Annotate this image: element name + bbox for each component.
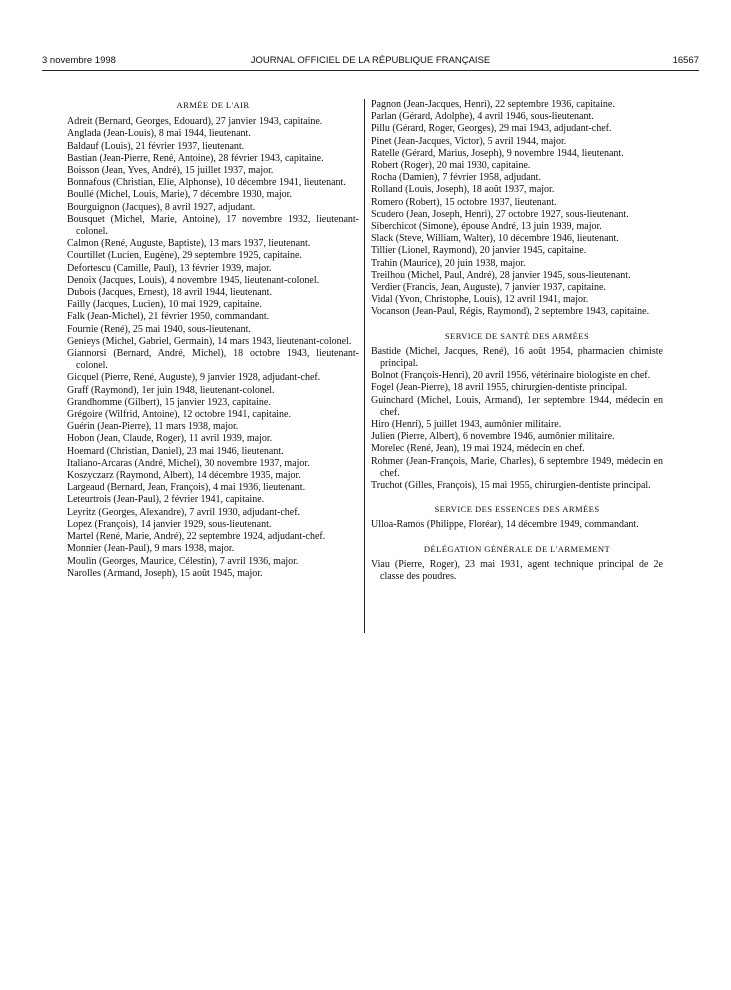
- list-item: Trahin (Maurice), 20 juin 1938, major.: [371, 257, 526, 269]
- list-item: Lopez (François), 14 janvier 1929, sous-lieutenant.: [67, 518, 272, 530]
- list-item: Narolles (Armand, Joseph), 15 août 1945, major.: [67, 567, 263, 579]
- list-item: Pinet (Jean-Jacques, Victor), 5 avril 1944, major.: [371, 135, 567, 147]
- list-item: Hobon (Jean, Claude, Roger), 11 avril 1939, major.: [67, 433, 273, 445]
- list-item: Pagnon (Jean-Jacques, Henri), 22 septembre 1936, capitaine.: [371, 99, 615, 110]
- list-item: Rocha (Damien), 7 février 1958, adjudant.: [371, 172, 541, 184]
- header-rule: [42, 70, 699, 71]
- list-item: Largeaud (Bernard, Jean, François), 4 mai 1936, lieutenant.: [67, 482, 306, 494]
- list-item: Parlan (Gérard, Adolphe), 4 avril 1946, sous-lieutenant.: [371, 111, 594, 123]
- list-item: Vocanson (Jean-Paul, Régis, Raymond), 2 septembre 1943, capitaine.: [371, 306, 650, 318]
- list-item: Boisson (Jean, Yves, André), 15 juillet 1937, major.: [67, 165, 274, 176]
- list-item: Falk (Jean-Michel), 21 février 1950, commandant.: [67, 311, 270, 323]
- list-item: Verdier (Francis, Jean, Auguste), 7 janvier 1937, capitaine.: [371, 282, 606, 294]
- list-item: Graff (Raymond), 1er juin 1948, lieutenant-colonel.: [67, 384, 275, 396]
- list-item: Martel (René, Marie, André), 22 septembre 1924, adjudant-chef.: [67, 531, 326, 543]
- list-item: Bastide (Michel, Jacques, René), 16 août 1954, pharmacien chimiste principal.: [371, 345, 663, 370]
- section-title-essences: SERVICE DES ESSENCES DES ARMÉES: [434, 504, 600, 515]
- entry-list-armee-de-l-air-continued: [371, 99, 663, 319]
- list-item: Bastian (Jean-Pierre, René, Antoine), 28 février 1943, capitaine.: [67, 152, 324, 164]
- list-item: Leyritz (Georges, Alexandre), 7 avril 1930, adjudant-chef.: [67, 506, 301, 518]
- list-item: Siberchicot (Simone), épouse André, 13 juin 1939, major.: [371, 221, 602, 233]
- list-item: Slack (Steve, William, Walter), 10 décembre 1946, lieutenant.: [371, 233, 619, 245]
- list-item: Guinchard (Michel, Louis, Armand), 1er septembre 1944, médecin en chef.: [371, 394, 663, 418]
- list-item: Adreit (Bernard, Georges, Edouard), 27 janvier 1943, capitaine.: [67, 116, 323, 128]
- section-title-sante: SERVICE DE SANTÉ DES ARMÉES: [444, 330, 590, 341]
- column-divider: [364, 99, 365, 633]
- entry-list-armee-de-l-air: [67, 116, 359, 580]
- list-item: Leteurtrois (Jean-Paul), 2 février 1941, capitaine.: [67, 494, 265, 506]
- list-item: Bolnot (François-Henri), 20 avril 1956, vétérinaire biologiste en chef.: [371, 370, 651, 382]
- list-item: Fournie (René), 25 mai 1940, sous-lieutenant.: [67, 323, 251, 335]
- list-item: Vidal (Yvon, Christophe, Louis), 12 avril 1941, major.: [371, 294, 589, 306]
- list-item: Denoix (Jacques, Louis), 4 novembre 1945, lieutenant-colonel.: [67, 274, 320, 286]
- list-item: Dubois (Jacques, Ernest), 18 avril 1944, lieutenant.: [67, 287, 272, 299]
- list-item: Bourguignon (Jacques), 8 avril 1927, adjudant.: [67, 201, 256, 213]
- left-column: [67, 99, 359, 580]
- list-item: Truchot (Gilles, François), 15 mai 1955, chirurgien-dentiste principal.: [371, 480, 651, 492]
- list-item: Tillier (Lionel, Raymond), 20 janvier 1945, capitaine.: [371, 245, 587, 257]
- list-item: Morelec (René, Jean), 19 mai 1924, médecin en chef.: [371, 443, 585, 455]
- list-item: Rolland (Louis, Joseph), 18 août 1937, major.: [371, 184, 555, 196]
- page-number: 16567: [672, 55, 699, 66]
- list-item: Italiano-Arcaras (André, Michel), 30 novembre 1937, major.: [67, 457, 310, 469]
- list-item: Koszyczarz (Raymond, Albert), 14 décembre 1935, major.: [67, 470, 301, 482]
- list-item: Julien (Pierre, Albert), 6 novembre 1946, aumônier militaire.: [371, 431, 615, 443]
- list-item: Hoemard (Christian, Daniel), 23 mai 1946, lieutenant.: [67, 445, 284, 457]
- list-item: Giannorsi (Bernard, André, Michel), 18 octobre 1943, lieutenant-colonel.: [67, 348, 359, 372]
- section-gap: [371, 532, 663, 543]
- list-item: Grégoire (Wilfrid, Antoine), 12 octobre 1941, capitaine.: [67, 409, 291, 421]
- page-header: [42, 55, 699, 69]
- list-item: Bonnafous (Christian, Elie, Alphonse), 10 décembre 1941, lieutenant.: [67, 177, 346, 189]
- list-item: Pillu (Gérard, Roger, Georges), 29 mai 1943, adjudant-chef.: [371, 123, 612, 135]
- list-item: Fogel (Jean-Pierre), 18 avril 1955, chirurgien-dentiste principal.: [371, 382, 628, 394]
- entry-list-armement: [371, 559, 663, 583]
- list-item: Ratelle (Gérard, Marius, Joseph), 9 novembre 1944, lieutenant.: [371, 147, 624, 159]
- list-item: Defortescu (Camille, Paul), 13 février 1939, major.: [67, 262, 272, 274]
- list-item: Hiro (Henri), 5 juillet 1943, aumônier militaire.: [371, 419, 562, 431]
- list-item: Scudero (Jean, Joseph, Henri), 27 octobre 1927, sous-lieutenant.: [371, 208, 629, 220]
- list-item: Rohmer (Jean-François, Marie, Charles), 6 septembre 1949, médecin en chef.: [371, 455, 663, 479]
- list-item: Courtillet (Lucien, Eugène), 29 septembre 1925, capitaine.: [67, 250, 302, 262]
- list-item: Grandhomme (Gilbert), 15 janvier 1923, capitaine.: [67, 396, 271, 408]
- entry-list-essences: [371, 519, 663, 531]
- section-gap: [371, 319, 663, 330]
- section-title-armee-de-l-air: ARMÉE DE L'AIR: [176, 100, 250, 110]
- list-item: Anglada (Jean-Louis), 8 mai 1944, lieutenant.: [67, 128, 251, 140]
- list-item: Treilhou (Michel, Paul, André), 28 janvier 1945, sous-lieutenant.: [371, 269, 631, 281]
- section-title-armement: DÉLÉGATION GÉNÉRALE DE L'ARMEMENT: [423, 543, 611, 554]
- list-item: Genieys (Michel, Gabriel, Germain), 14 mars 1943, lieutenant-colonel.: [67, 335, 352, 347]
- list-item: Moulin (Georges, Maurice, Célestin), 7 avril 1936, major.: [67, 555, 299, 567]
- list-item: Baldauf (Louis), 21 février 1937, lieutenant.: [67, 140, 245, 152]
- list-item: Failly (Jacques, Lucien), 10 mai 1929, capitaine.: [67, 299, 262, 311]
- list-item: Viau (Pierre, Roger), 23 mai 1931, agent technique principal de 2e classe des poudres.: [371, 558, 663, 583]
- entry-list-sante: [371, 346, 663, 492]
- list-item: Calmon (René, Auguste, Baptiste), 13 mars 1937, lieutenant.: [67, 238, 311, 250]
- section-gap: [371, 492, 663, 503]
- list-item: Monnier (Jean-Paul), 9 mars 1938, major.: [67, 543, 235, 555]
- issue-date: 3 novembre 1998: [42, 55, 116, 66]
- right-column: [371, 99, 663, 583]
- list-item: Boullé (Michel, Louis, Marie), 7 décembre 1930, major.: [67, 189, 292, 201]
- list-item: Guérin (Jean-Pierre), 11 mars 1938, major.: [67, 421, 239, 433]
- list-item: Ulloa-Ramos (Philippe, Floréar), 14 décembre 1949, commandant.: [371, 519, 639, 531]
- list-item: Romero (Robert), 15 octobre 1937, lieutenant.: [371, 196, 557, 208]
- journal-title: JOURNAL OFFICIEL DE LA RÉPUBLIQUE FRANÇAISE: [250, 55, 491, 66]
- list-item: Robert (Roger), 20 mai 1930, capitaine.: [371, 160, 531, 172]
- list-item: Gicquel (Pierre, René, Auguste), 9 janvier 1928, adjudant-chef.: [67, 372, 321, 384]
- list-item: Bousquet (Michel, Marie, Antoine), 17 novembre 1932, lieutenant-colonel.: [67, 213, 359, 238]
